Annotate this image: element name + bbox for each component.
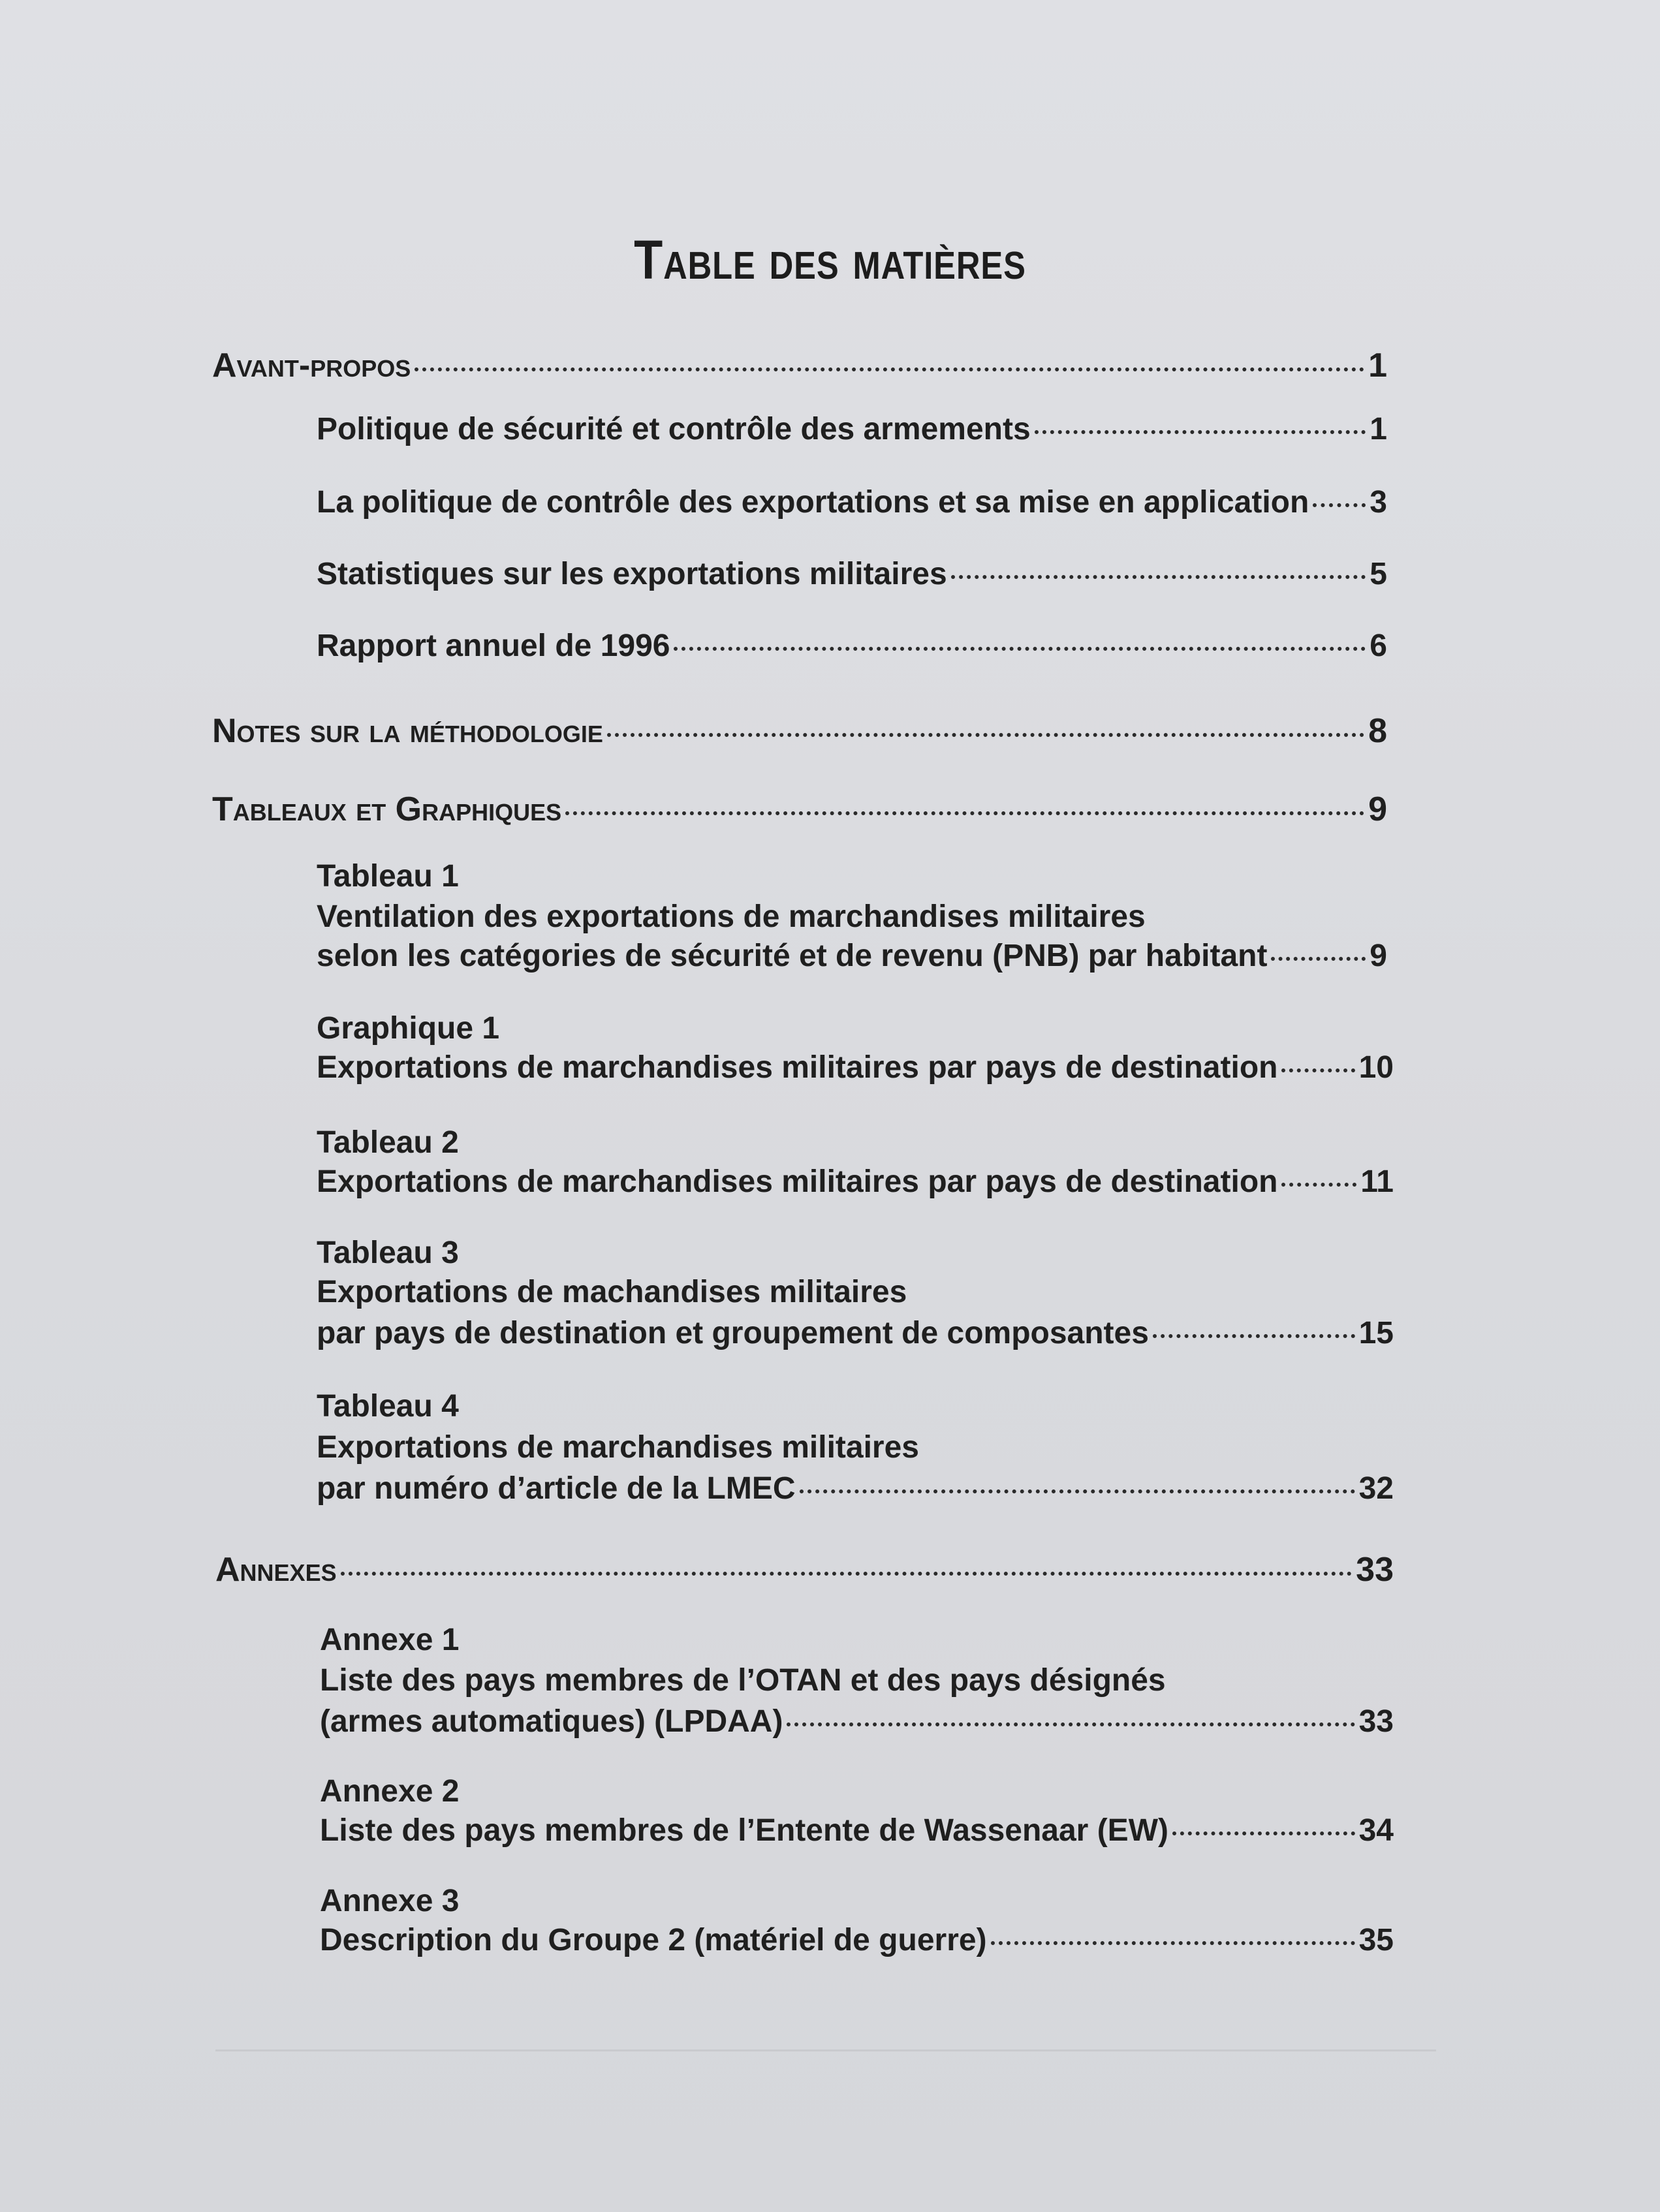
toc-entry-tableau-3[interactable]: [317, 1315, 1394, 1351]
toc-heading-tableau-1: Tableau 1: [317, 859, 459, 894]
toc-entry-label: Description du Groupe 2 (matériel de guerre): [320, 1923, 987, 1957]
toc-entry-label: Notes sur la méthodologie: [212, 712, 603, 750]
dot-leader: [1035, 430, 1366, 434]
dot-leader: [1313, 503, 1366, 507]
toc-page-number: 9: [1368, 790, 1387, 828]
dot-leader: [1281, 1068, 1355, 1072]
toc-entry-graphique-1[interactable]: [317, 1050, 1394, 1085]
toc-entry-politique-controle[interactable]: [317, 484, 1387, 520]
toc-entry-tableaux-graphiques[interactable]: [212, 790, 1387, 829]
toc-entry-label: La politique de contrôle des exportations et sa mise en application: [317, 485, 1309, 520]
toc-entry-annexe-2[interactable]: [320, 1813, 1394, 1848]
dot-leader: [565, 811, 1364, 815]
toc-entry-label: Annexes: [215, 1551, 337, 1589]
toc-entry-label: Tableaux et Graphiques: [212, 790, 562, 828]
toc-subtitle-tableau-1: Ventilation des exportations de marchandises militaires: [317, 899, 1146, 934]
dot-leader: [951, 575, 1366, 579]
toc-page-number: 5: [1370, 557, 1387, 591]
toc-heading-tableau-2: Tableau 2: [317, 1125, 459, 1160]
toc-entry-annexe-1[interactable]: [320, 1704, 1394, 1739]
toc-page-number: 10: [1358, 1050, 1394, 1085]
toc-entry-label: Exportations de marchandises militaires par pays de destination: [317, 1164, 1278, 1199]
toc-page-number: 1: [1370, 412, 1387, 446]
toc-page-number: 1: [1368, 347, 1387, 384]
toc-entry-label: Politique de sécurité et contrôle des armements: [317, 412, 1031, 446]
toc-heading-tableau-4: Tableau 4: [317, 1389, 459, 1424]
toc-page-number: 33: [1356, 1551, 1394, 1589]
dot-leader: [341, 1572, 1353, 1576]
toc-heading-annexe-1: Annexe 1: [320, 1623, 460, 1657]
toc-heading-graphique-1: Graphique 1: [317, 1011, 500, 1046]
dot-leader: [1281, 1183, 1356, 1187]
toc-entry-politique-securite[interactable]: [317, 411, 1387, 447]
dot-leader: [787, 1722, 1355, 1726]
toc-entry-label: par numéro d’article de la LMEC: [317, 1471, 796, 1506]
toc-entry-tableau-4[interactable]: [317, 1471, 1394, 1506]
toc-entry-label: Rapport annuel de 1996: [317, 629, 670, 663]
toc-page-number: 9: [1370, 939, 1387, 973]
toc-entry-label: selon les catégories de sécurité et de revenu (PNB) par habitant: [317, 939, 1268, 973]
toc-entry-rapport-annuel[interactable]: [317, 628, 1387, 664]
toc-subtitle-tableau-4: Exportations de marchandises militaires: [317, 1430, 919, 1465]
dot-leader: [415, 367, 1364, 371]
toc-page-number: 6: [1370, 629, 1387, 663]
footer-divider: [215, 2049, 1436, 2051]
toc-page-number: 33: [1358, 1704, 1394, 1739]
toc-heading-annexe-2: Annexe 2: [320, 1774, 460, 1809]
toc-entry-label: Exportations de marchandises militaires par pays de destination: [317, 1050, 1278, 1085]
dot-leader: [674, 647, 1366, 651]
toc-page-number: 34: [1358, 1813, 1394, 1848]
toc-entry-label: Statistiques sur les exportations militaires: [317, 557, 947, 591]
page-title: Table des matières: [634, 229, 1026, 290]
toc-entry-statistiques[interactable]: [317, 556, 1387, 592]
dot-leader: [800, 1489, 1355, 1493]
toc-page-number: 35: [1358, 1923, 1394, 1957]
toc-entry-tableau-1[interactable]: [317, 938, 1387, 974]
toc-entry-label: par pays de destination et groupement de composantes: [317, 1316, 1149, 1350]
toc-page-number: 11: [1360, 1164, 1394, 1199]
toc-page-number: 32: [1358, 1471, 1394, 1506]
toc-entry-label: (armes automatiques) (LPDAA): [320, 1704, 783, 1739]
dot-leader: [1271, 957, 1366, 961]
dot-leader: [607, 733, 1364, 737]
toc-entry-label: Avant-propos: [212, 347, 411, 384]
toc-subtitle-tableau-3: Exportations de machandises militaires: [317, 1275, 907, 1309]
toc-heading-tableau-3: Tableau 3: [317, 1236, 459, 1270]
dot-leader: [991, 1941, 1355, 1945]
toc-entry-label: Liste des pays membres de l’Entente de Wassenaar (EW): [320, 1813, 1168, 1848]
toc-entry-annexe-3[interactable]: [320, 1922, 1394, 1958]
toc-entry-notes-methodologie[interactable]: [212, 711, 1387, 751]
dot-leader: [1153, 1334, 1355, 1338]
toc-entry-avant-propos[interactable]: [212, 346, 1387, 385]
toc-page-number: 3: [1370, 485, 1387, 520]
toc-page-number: 8: [1368, 712, 1387, 750]
toc-page-number: 15: [1358, 1316, 1394, 1350]
toc-heading-annexe-3: Annexe 3: [320, 1884, 460, 1918]
toc-entry-annexes[interactable]: [215, 1550, 1394, 1589]
dot-leader: [1172, 1831, 1355, 1835]
toc-entry-tableau-2[interactable]: [317, 1164, 1394, 1200]
toc-subtitle-annexe-1: Liste des pays membres de l’OTAN et des pays désignés: [320, 1663, 1166, 1698]
